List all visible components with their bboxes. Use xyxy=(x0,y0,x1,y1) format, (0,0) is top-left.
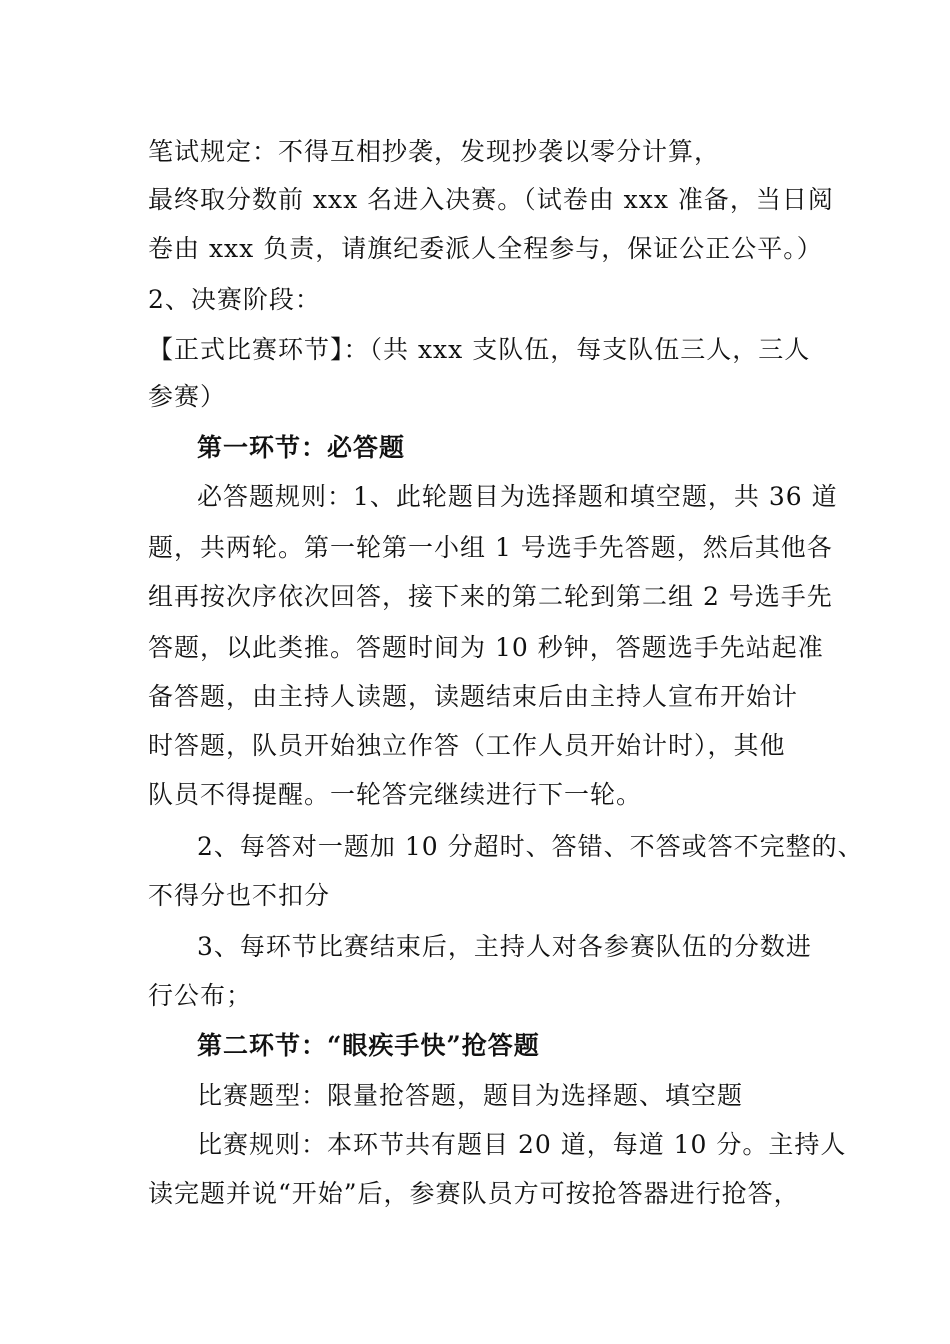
paragraph-line: 3、每环节比赛结束后，主持人对各参赛队伍的分数进 xyxy=(197,932,812,961)
paragraph-line: 不得分也不扣分 xyxy=(148,881,331,910)
paragraph-line: 组再按次序依次回答，接下来的第二轮到第二组 2 号选手先 xyxy=(148,582,833,611)
paragraph-line: 比赛题型：限量抢答题，题目为选择题、填空题 xyxy=(197,1081,744,1110)
paragraph-line: 题，共两轮。第一轮第一小组 1 号选手先答题，然后其他各 xyxy=(148,533,833,562)
paragraph-line: 读完题并说“开始”后，参赛队员方可按抢答器进行抢答， xyxy=(148,1179,800,1208)
paragraph-line: 卷由 xxx 负责，请旗纪委派人全程参与，保证公正公平。） xyxy=(148,234,823,263)
paragraph-line: 必答题规则：1、此轮题目为选择题和填空题，共 36 道 xyxy=(197,482,838,511)
paragraph-line: 笔试规定：不得互相抄袭，发现抄袭以零分计算， xyxy=(148,137,721,166)
subsection-heading: 第二环节：“眼疾手快”抢答题 xyxy=(197,1031,540,1060)
paragraph-line: 答题，以此类推。答题时间为 10 秒钟，答题选手先站起准 xyxy=(148,633,824,662)
paragraph-line: 参赛） xyxy=(148,382,227,411)
paragraph-line: 行公布； xyxy=(148,981,253,1010)
paragraph-line: 最终取分数前 xxx 名进入决赛。（试卷由 xxx 准备，当日阅 xyxy=(148,185,834,214)
section-heading: 2、决赛阶段： xyxy=(148,285,321,314)
paragraph-line: 备答题，由主持人读题，读题结束后由主持人宣布开始计 xyxy=(148,682,799,711)
paragraph-line: 【正式比赛环节】：（共 xxx 支队伍，每支队伍三人，三人 xyxy=(148,335,811,364)
paragraph-line: 2、每答对一题加 10 分超时、答错、不答或答不完整的、 xyxy=(197,832,864,861)
paragraph-line: 队员不得提醒。一轮答完继续进行下一轮。 xyxy=(148,780,643,809)
paragraph-line: 比赛规则：本环节共有题目 20 道，每道 10 分。主持人 xyxy=(197,1130,847,1159)
paragraph-line: 时答题，队员开始独立作答（工作人员开始计时），其他 xyxy=(148,731,786,760)
subsection-heading: 第一环节：必答题 xyxy=(197,433,406,462)
